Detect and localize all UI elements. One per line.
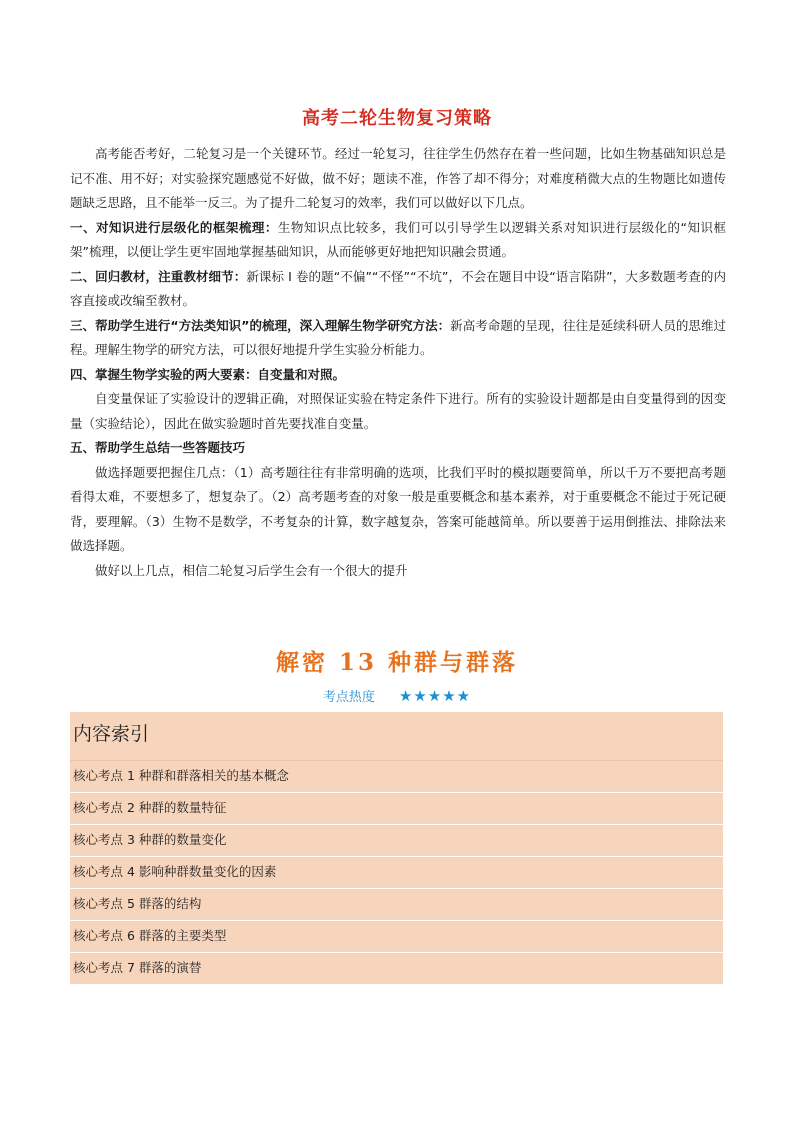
- strategy-1-heading: 一、对知识进行层级化的框架梳理：: [70, 219, 278, 235]
- article-body: [70, 142, 726, 583]
- strategy-1-text: 生物知识点比较多，我们可以引导学生以逻辑关系对知识进行层级化的“知识框架”梳理，以便让学生更牢固地掌握基础知识，从而能够更好地把知识融会贯通。: [70, 219, 726, 259]
- strategy-4-text: 自变量保证了实验设计的逻辑正确，对照保证实验在特定条件下进行。所有的实验设计题都是由自变量得到的因变量（实验结论），因此在做实验题时首先要找准自变量。: [70, 391, 726, 431]
- heat-label: 考点热度: [322, 690, 375, 705]
- page-title: 高考二轮生物复习策略: [302, 108, 492, 129]
- closing-paragraph: 做好以上几点，相信二轮复习后学生会有一个很大的提升: [95, 562, 408, 578]
- index-item[interactable]: 核心考点 5 群落的结构: [70, 889, 723, 921]
- index-title: 内容索引: [70, 712, 723, 761]
- strategy-3-heading: 三、帮助学生进行“方法类知识”的梳理，深入理解生物学研究方法：: [70, 317, 451, 333]
- index-item[interactable]: 核心考点 3 种群的数量变化: [70, 825, 723, 857]
- index-item[interactable]: 核心考点 1 种群和群落相关的基本概念: [70, 761, 723, 793]
- strategy-1: [70, 216, 726, 265]
- index-item[interactable]: 核心考点 6 群落的主要类型: [70, 921, 723, 953]
- strategy-5-text: 做选择题要把握住几点：（1）高考题往往有非常明确的选项，比我们平时的模拟题要简单，所以千万不要把高考题看得太难，不要想多了，想复杂了。（2）高考题考查的对象一般是重要概念和基本素养，对于重要概念不能过于死记硬背，要理解。（3）生物不是数学，不考复杂的计算，数字越复杂，答案可能越简单。所以要善于运用倒推法、排除法来做选择题。: [70, 464, 726, 553]
- index-item[interactable]: 核心考点 4 影响种群数量变化的因素: [70, 857, 723, 889]
- strategy-4-heading: 四、掌握生物学实验的两大要素：自变量和对照。: [70, 366, 346, 382]
- strategy-2-text: 新课标 I 卷的题“不偏”“不怪”“不坑”，不会在题目中设“语言陷阱”，大多数题考查的内容直接或改编至教材。: [70, 268, 726, 308]
- strategy-2: [70, 265, 726, 314]
- section-title: 解密 13 种群与群落: [275, 649, 519, 676]
- content-index: [70, 712, 723, 984]
- star-rating-icon: ★★★★★: [398, 687, 472, 705]
- heat-row: [0, 686, 794, 705]
- index-item[interactable]: 核心考点 7 群落的演替: [73, 960, 202, 975]
- strategy-2-heading: 二、回归教材，注重教材细节：: [70, 268, 247, 284]
- intro-paragraph: 高考能否考好，二轮复习是一个关键环节。经过一轮复习，往往学生仍然存在着一些问题，比如生物基础知识总是记不准、用不好；对实验探究题感觉不好做，做不好；题读不准，作答了却不得分；对难度稍微大点的生物题比如遗传题缺乏思路，且不能举一反三。为了提升二轮复习的效率，我们可以做好以下几点。: [70, 146, 726, 210]
- strategy-5-heading: 五、帮助学生总结一些答题技巧: [70, 440, 246, 455]
- strategy-3: [70, 314, 726, 363]
- strategy-3-text: 新高考命题的呈现，往往是延续科研人员的思维过程。理解生物学的研究方法，可以很好地提升学生实验分析能力。: [70, 317, 726, 357]
- index-item[interactable]: 核心考点 2 种群的数量特征: [70, 793, 723, 825]
